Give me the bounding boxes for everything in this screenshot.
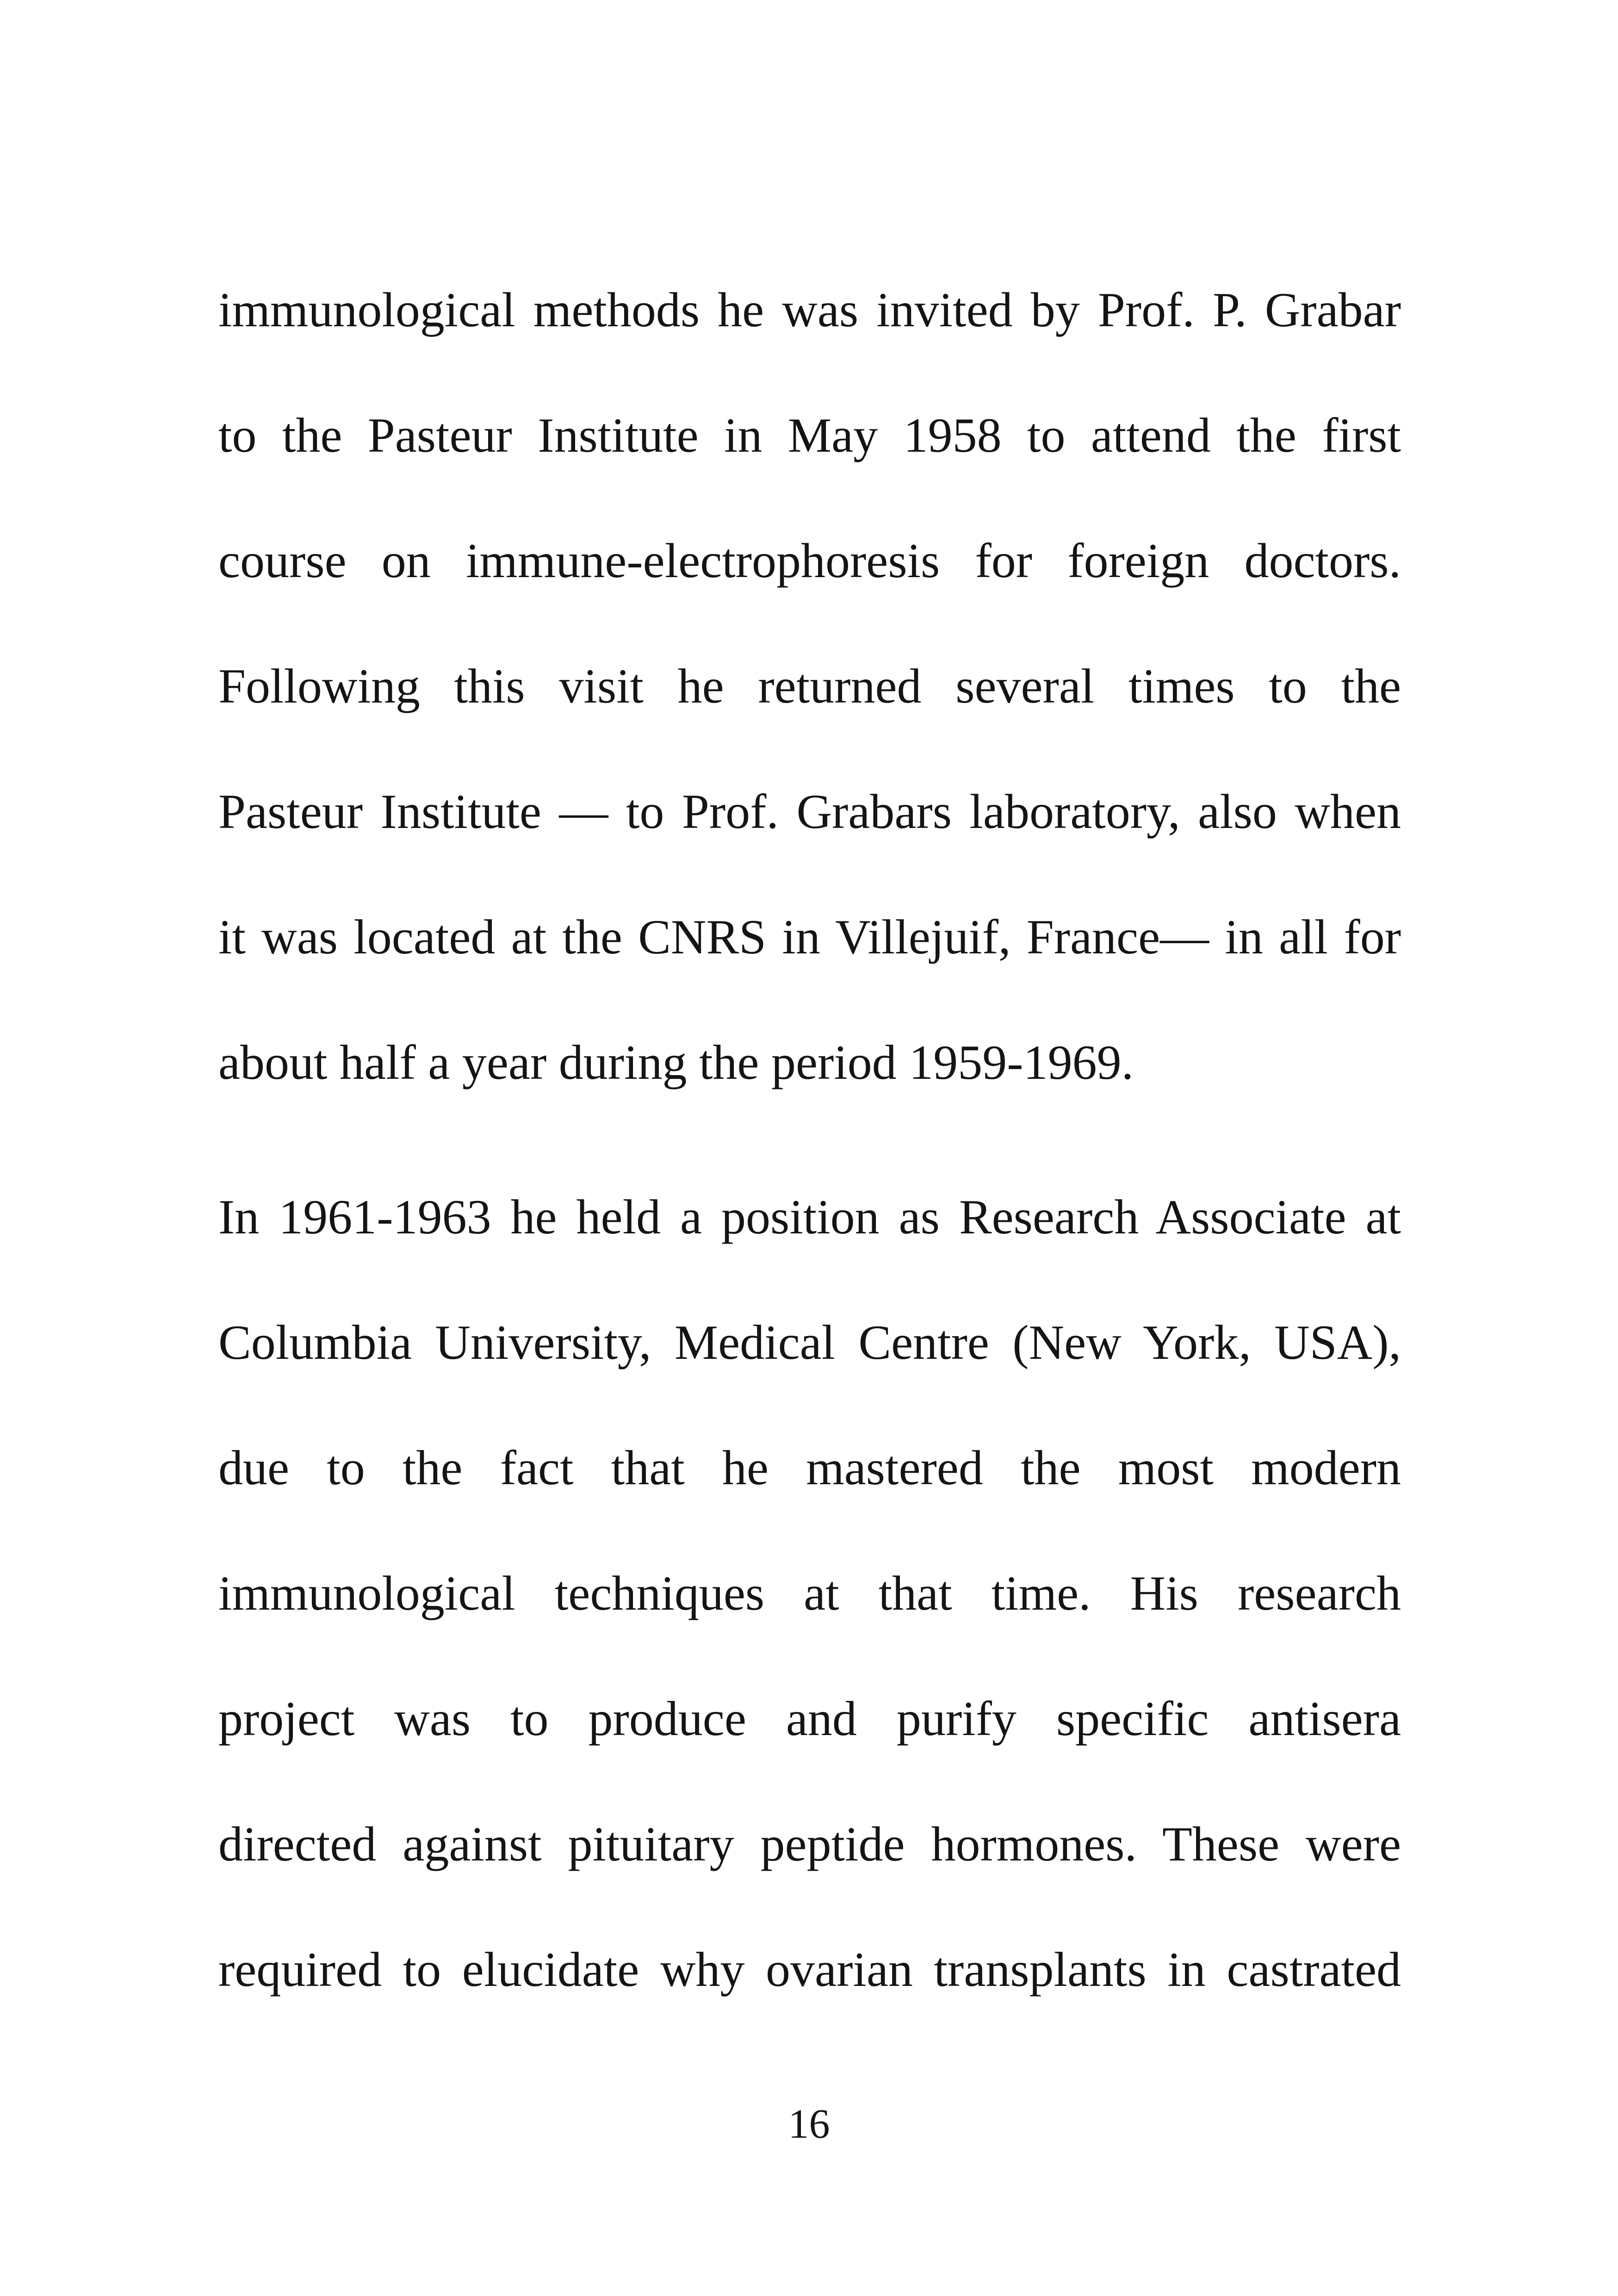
text-line: due to the fact that he mastered the most modern	[218, 1441, 1401, 1495]
text-line: immunological techniques at that time. His research	[218, 1566, 1401, 1620]
text-line: project was to produce and purify specific antisera	[218, 1692, 1401, 1746]
text-line: directed against pituitary peptide hormones. These were	[218, 1817, 1401, 1871]
text-line: Columbia University, Medical Centre (New York, USA),	[218, 1315, 1401, 1369]
page-number: 16	[788, 2101, 830, 2147]
text-line: course on immune-electrophoresis for foreign doctors.	[218, 534, 1401, 588]
text-line: immunological methods he was invited by Prof. P. Grabar	[218, 283, 1401, 337]
text-line: In 1961-1963 he held a position as Research Associate at	[218, 1190, 1401, 1244]
text-line: Following this visit he returned several times to the	[218, 659, 1401, 713]
text-line: it was located at the CNRS in Villejuif, France— in all for	[218, 910, 1401, 964]
text-line: Pasteur Institute — to Prof. Grabars laboratory, also when	[218, 784, 1401, 839]
text-line: required to elucidate why ovarian transplants in castrated	[218, 1942, 1401, 1997]
text-line: to the Pasteur Institute in May 1958 to attend the first	[218, 408, 1401, 462]
text-line: about half a year during the period 1959-1969.	[218, 1035, 1134, 1089]
